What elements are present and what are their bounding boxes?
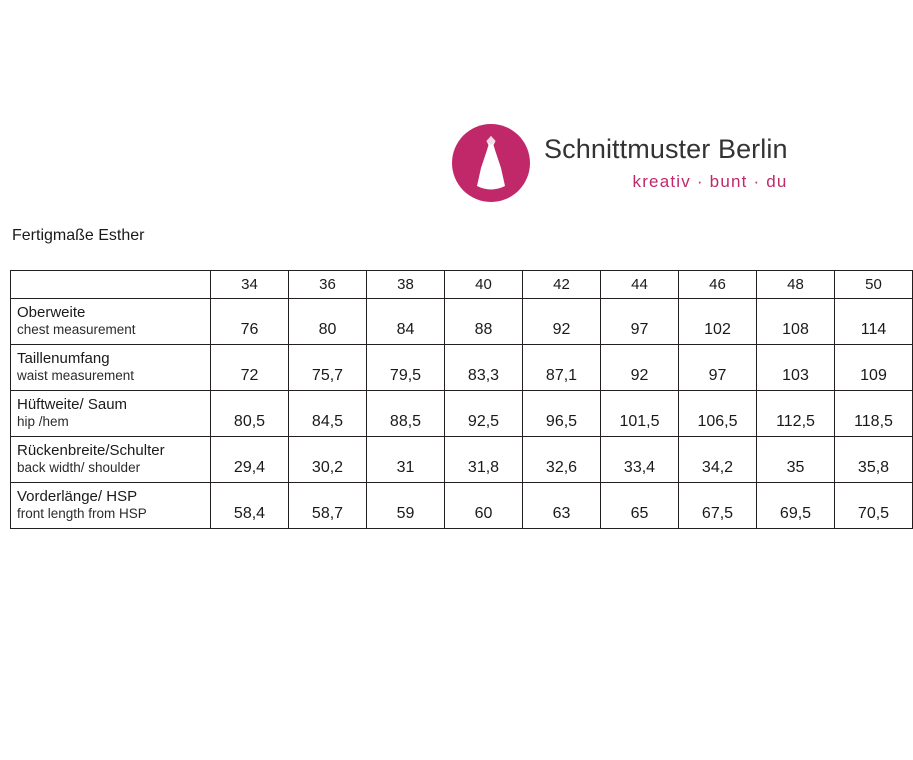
cell-value: 92: [601, 345, 679, 391]
cell-value: 33,4: [601, 437, 679, 483]
table-row: [11, 299, 913, 345]
page-title: Fertigmaße Esther: [12, 227, 145, 244]
dress-icon: [474, 136, 508, 194]
row-label-de: Vorderlänge/ HSP: [17, 488, 138, 506]
cell-value: 58,4: [211, 483, 289, 529]
row-label-de: Hüftweite/ Saum: [17, 396, 128, 414]
row-label-en: waist measurement: [17, 367, 135, 383]
table-header: [11, 271, 913, 299]
row-label-de: Rückenbreite/Schulter: [17, 442, 165, 460]
cell-value: 92: [523, 299, 601, 345]
cell-value: 106,5: [679, 391, 757, 437]
brand-name: Schnittmuster Berlin: [544, 134, 788, 164]
row-label-de: Oberweite: [17, 304, 86, 322]
measurements-table: [10, 270, 913, 529]
cell-value: 59: [367, 483, 445, 529]
cell-value: 97: [601, 299, 679, 345]
table-row: [11, 483, 913, 529]
row-label-de: Taillenumfang: [17, 350, 110, 368]
cell-value: 79,5: [367, 345, 445, 391]
row-label-en: chest measurement: [17, 321, 136, 337]
size-header-50: 50: [835, 271, 913, 299]
measurements-table-wrapper: [10, 270, 893, 529]
cell-value: 75,7: [289, 345, 367, 391]
cell-value: 112,5: [757, 391, 835, 437]
table-body: [11, 299, 913, 529]
cell-value: 63: [523, 483, 601, 529]
cell-value: 29,4: [211, 437, 289, 483]
cell-value: 65: [601, 483, 679, 529]
cell-value: 70,5: [835, 483, 913, 529]
cell-value: 84: [367, 299, 445, 345]
row-label-taillenumfang: [11, 345, 211, 391]
brand-logo: [452, 124, 788, 202]
cell-value: 88,5: [367, 391, 445, 437]
cell-value: 84,5: [289, 391, 367, 437]
row-label-en: front length from HSP: [17, 505, 147, 521]
cell-value: 72: [211, 345, 289, 391]
cell-value: 97: [679, 345, 757, 391]
row-label-vorderlaenge: [11, 483, 211, 529]
cell-value: 80: [289, 299, 367, 345]
cell-value: 31: [367, 437, 445, 483]
cell-value: 34,2: [679, 437, 757, 483]
cell-value: 96,5: [523, 391, 601, 437]
cell-value: 88: [445, 299, 523, 345]
size-header-42: 42: [523, 271, 601, 299]
row-label-hueftweite: [11, 391, 211, 437]
cell-value: 30,2: [289, 437, 367, 483]
table-row: [11, 437, 913, 483]
row-label-en: back width/ shoulder: [17, 459, 141, 475]
cell-value: 102: [679, 299, 757, 345]
cell-value: 76: [211, 299, 289, 345]
cell-value: 108: [757, 299, 835, 345]
row-label-en: hip /hem: [17, 413, 69, 429]
size-header-38: 38: [367, 271, 445, 299]
dress-in-circle-logo: [452, 124, 530, 202]
cell-value: 31,8: [445, 437, 523, 483]
size-header-34: 34: [211, 271, 289, 299]
cell-value: 67,5: [679, 483, 757, 529]
cell-value: 69,5: [757, 483, 835, 529]
table-row: [11, 391, 913, 437]
table-corner-header: [11, 271, 211, 299]
size-header-36: 36: [289, 271, 367, 299]
size-header-44: 44: [601, 271, 679, 299]
cell-value: 35,8: [835, 437, 913, 483]
cell-value: 109: [835, 345, 913, 391]
size-header-46: 46: [679, 271, 757, 299]
cell-value: 87,1: [523, 345, 601, 391]
cell-value: 103: [757, 345, 835, 391]
table-header-row: [11, 271, 913, 299]
table-row: [11, 345, 913, 391]
cell-value: 35: [757, 437, 835, 483]
size-header-40: 40: [445, 271, 523, 299]
cell-value: 83,3: [445, 345, 523, 391]
cell-value: 32,6: [523, 437, 601, 483]
cell-value: 58,7: [289, 483, 367, 529]
cell-value: 114: [835, 299, 913, 345]
cell-value: 80,5: [211, 391, 289, 437]
size-header-48: 48: [757, 271, 835, 299]
cell-value: 118,5: [835, 391, 913, 437]
row-label-rueckenbreite: [11, 437, 211, 483]
cell-value: 101,5: [601, 391, 679, 437]
cell-value: 92,5: [445, 391, 523, 437]
cell-value: 60: [445, 483, 523, 529]
brand-tagline: kreativ · bunt · du: [632, 172, 788, 191]
row-label-oberweite: [11, 299, 211, 345]
